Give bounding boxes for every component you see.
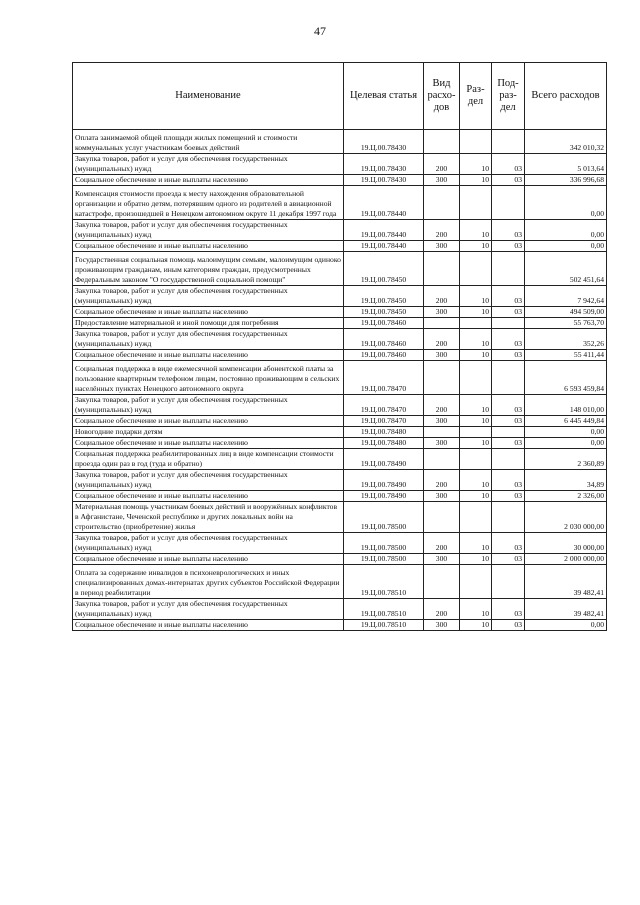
row-section-cell: 10 [460,307,492,318]
row-expense-type-cell [424,502,460,533]
row-total-cell: 0,00 [525,241,607,252]
row-subsection-cell: 03 [492,554,525,565]
row-name-cell: Социальное обеспечение и иные выплаты населению [73,491,344,502]
row-expense-type-cell: 200 [424,533,460,554]
row-expense-type-cell [424,427,460,438]
row-subsection-cell [492,427,525,438]
table-row [73,449,607,470]
row-target-cell: 19.Ц.00.78470 [344,395,424,416]
row-subsection-cell: 03 [492,175,525,186]
header-name: Наименование [73,63,344,130]
row-expense-type-cell: 300 [424,620,460,631]
row-subsection-cell [492,565,525,599]
row-total-cell: 342 010,32 [525,130,607,154]
row-name-cell: Закупка товаров, работ и услуг для обеспечения государственных (муниципальных) нужд [73,154,344,175]
table-row [73,502,607,533]
row-total-cell: 0,00 [525,220,607,241]
row-target-cell: 19.Ц.00.78500 [344,533,424,554]
table-row [73,130,607,154]
row-name-cell: Закупка товаров, работ и услуг для обеспечения государственных (муниципальных) нужд [73,599,344,620]
row-name-cell: Закупка товаров, работ и услуг для обеспечения государственных (муниципальных) нужд [73,470,344,491]
row-name-cell: Предоставление материальной и иной помощи для погребения [73,318,344,329]
row-name-cell: Государственная социальная помощь малоимущим семьям, малоимущим одиноко проживающим гражданам, иным категориям граждан, предусмотренных Федеральным законом "О государственной социальной помощи" [73,252,344,286]
row-total-cell: 2 360,89 [525,449,607,470]
row-total-cell: 494 509,00 [525,307,607,318]
row-total-cell: 0,00 [525,620,607,631]
row-section-cell: 10 [460,329,492,350]
row-expense-type-cell [424,318,460,329]
table-row [73,395,607,416]
row-expense-type-cell [424,130,460,154]
row-subsection-cell [492,318,525,329]
row-target-cell: 19.Ц.00.78480 [344,427,424,438]
row-section-cell: 10 [460,491,492,502]
row-total-cell: 2 326,00 [525,491,607,502]
row-subsection-cell: 03 [492,438,525,449]
row-target-cell: 19.Ц.00.78500 [344,502,424,533]
row-target-cell: 19.Ц.00.78460 [344,318,424,329]
header-row [73,63,607,130]
row-subsection-cell: 03 [492,491,525,502]
row-total-cell: 6 593 459,84 [525,361,607,395]
row-total-cell: 55 763,70 [525,318,607,329]
header-expense-type: Вид расхо-дов [424,63,460,130]
table-row [73,252,607,286]
row-target-cell: 19.Ц.00.78460 [344,329,424,350]
row-total-cell: 6 445 449,84 [525,416,607,427]
header-total: Всего расходов [525,63,607,130]
row-section-cell: 10 [460,554,492,565]
row-subsection-cell: 03 [492,599,525,620]
row-name-cell: Оплата за содержание инвалидов в психоневрологических и иных специализированных домах-интернатах других субъектов Российской Федерации в период реабилитации [73,565,344,599]
row-total-cell: 148 010,00 [525,395,607,416]
header-section: Раз-дел [460,63,492,130]
row-section-cell: 10 [460,533,492,554]
row-subsection-cell: 03 [492,350,525,361]
row-target-cell: 19.Ц.00.78440 [344,241,424,252]
row-section-cell: 10 [460,438,492,449]
row-section-cell [460,318,492,329]
row-target-cell: 19.Ц.00.78480 [344,438,424,449]
row-subsection-cell: 03 [492,416,525,427]
row-name-cell: Закупка товаров, работ и услуг для обеспечения государственных (муниципальных) нужд [73,533,344,554]
row-total-cell: 0,00 [525,438,607,449]
row-name-cell: Закупка товаров, работ и услуг для обеспечения государственных (муниципальных) нужд [73,286,344,307]
row-section-cell [460,252,492,286]
row-target-cell: 19.Ц.00.78450 [344,307,424,318]
table-row [73,307,607,318]
row-section-cell: 10 [460,175,492,186]
row-target-cell: 19.Ц.00.78470 [344,416,424,427]
row-section-cell: 10 [460,154,492,175]
row-section-cell: 10 [460,286,492,307]
row-subsection-cell: 03 [492,620,525,631]
table-row [73,599,607,620]
header-target-article: Целевая статья [344,63,424,130]
row-subsection-cell: 03 [492,286,525,307]
table-row [73,175,607,186]
row-target-cell: 19.Ц.00.78490 [344,491,424,502]
row-section-cell: 10 [460,416,492,427]
row-subsection-cell [492,252,525,286]
row-section-cell [460,449,492,470]
row-subsection-cell: 03 [492,241,525,252]
row-target-cell: 19.Ц.00.78500 [344,554,424,565]
row-section-cell [460,565,492,599]
row-expense-type-cell: 200 [424,154,460,175]
table-row [73,329,607,350]
row-total-cell: 336 996,68 [525,175,607,186]
row-expense-type-cell: 300 [424,350,460,361]
table-row [73,154,607,175]
row-expense-type-cell [424,565,460,599]
row-target-cell: 19.Ц.00.78450 [344,252,424,286]
row-section-cell: 10 [460,395,492,416]
row-total-cell: 5 013,64 [525,154,607,175]
row-subsection-cell: 03 [492,395,525,416]
row-total-cell: 55 411,44 [525,350,607,361]
row-name-cell: Компенсация стоимости проезда к месту нахождения образовательной организации и обратно детям, потерявшим одного из родителей в авиационной катастрофе, произошедшей в Ненецком автономном округе 11 декабря 1997 года [73,186,344,220]
row-section-cell [460,427,492,438]
row-section-cell [460,502,492,533]
row-name-cell: Закупка товаров, работ и услуг для обеспечения государственных (муниципальных) нужд [73,329,344,350]
row-section-cell: 10 [460,350,492,361]
row-subsection-cell: 03 [492,470,525,491]
row-expense-type-cell: 200 [424,470,460,491]
row-name-cell: Социальное обеспечение и иные выплаты населению [73,241,344,252]
row-name-cell: Социальное обеспечение и иные выплаты населению [73,438,344,449]
row-target-cell: 19.Ц.00.78440 [344,186,424,220]
row-section-cell: 10 [460,220,492,241]
row-expense-type-cell [424,252,460,286]
row-expense-type-cell: 200 [424,286,460,307]
row-target-cell: 19.Ц.00.78490 [344,470,424,491]
row-target-cell: 19.Ц.00.78430 [344,175,424,186]
table-row [73,186,607,220]
row-expense-type-cell: 300 [424,307,460,318]
row-name-cell: Закупка товаров, работ и услуг для обеспечения государственных (муниципальных) нужд [73,220,344,241]
row-subsection-cell: 03 [492,329,525,350]
row-total-cell: 352,26 [525,329,607,350]
row-target-cell: 19.Ц.00.78510 [344,620,424,631]
page-number: 47 [314,24,326,38]
table-row [73,438,607,449]
row-target-cell: 19.Ц.00.78510 [344,599,424,620]
row-section-cell: 10 [460,470,492,491]
row-name-cell: Социальное обеспечение и иные выплаты населению [73,416,344,427]
row-total-cell: 502 451,64 [525,252,607,286]
row-name-cell: Социальное обеспечение и иные выплаты населению [73,620,344,631]
row-section-cell: 10 [460,241,492,252]
row-name-cell: Новогодние подарки детям [73,427,344,438]
row-name-cell: Социальное обеспечение и иные выплаты населению [73,554,344,565]
table-row [73,361,607,395]
row-total-cell: 39 482,41 [525,565,607,599]
table-row [73,565,607,599]
row-expense-type-cell [424,449,460,470]
budget-table [72,62,607,631]
row-expense-type-cell: 300 [424,491,460,502]
table-row [73,350,607,361]
row-name-cell: Социальная поддержка в виде ежемесячной компенсации абонентской платы за пользование квартирным телефоном лицам, постоянно проживающим в сельских населённых пунктах Ненецкого автономного округа [73,361,344,395]
row-name-cell: Социальная поддержка реабилитированных лиц в виде компенсации стоимости проезда один раз в год (туда и обратно) [73,449,344,470]
row-total-cell: 34,89 [525,470,607,491]
row-expense-type-cell: 300 [424,175,460,186]
row-total-cell: 39 482,41 [525,599,607,620]
row-total-cell: 30 000,00 [525,533,607,554]
row-subsection-cell: 03 [492,307,525,318]
row-subsection-cell [492,502,525,533]
row-total-cell: 2 000 000,00 [525,554,607,565]
row-section-cell [460,130,492,154]
row-target-cell: 19.Ц.00.78460 [344,350,424,361]
row-total-cell: 0,00 [525,427,607,438]
row-expense-type-cell: 300 [424,241,460,252]
row-target-cell: 19.Ц.00.78430 [344,130,424,154]
row-name-cell: Социальное обеспечение и иные выплаты населению [73,350,344,361]
row-subsection-cell: 03 [492,220,525,241]
table-row [73,427,607,438]
row-subsection-cell [492,186,525,220]
row-expense-type-cell: 200 [424,599,460,620]
row-section-cell: 10 [460,620,492,631]
table-row [73,533,607,554]
row-subsection-cell [492,361,525,395]
row-total-cell: 0,00 [525,186,607,220]
row-total-cell: 2 030 000,00 [525,502,607,533]
row-section-cell [460,361,492,395]
table-row [73,620,607,631]
row-subsection-cell [492,130,525,154]
row-target-cell: 19.Ц.00.78450 [344,286,424,307]
row-name-cell: Материальная помощь участникам боевых действий и вооружённых конфликтов в Афганистане, Чеченской республике и других локальных войн на строительство (приобретение) жилья [73,502,344,533]
row-expense-type-cell: 300 [424,438,460,449]
table-row [73,318,607,329]
row-name-cell: Социальное обеспечение и иные выплаты населению [73,175,344,186]
row-subsection-cell: 03 [492,533,525,554]
table-row [73,241,607,252]
row-expense-type-cell: 300 [424,554,460,565]
row-expense-type-cell [424,361,460,395]
table-row [73,491,607,502]
row-target-cell: 19.Ц.00.78430 [344,154,424,175]
table-row [73,470,607,491]
row-total-cell: 7 942,64 [525,286,607,307]
row-section-cell [460,186,492,220]
row-expense-type-cell: 200 [424,395,460,416]
row-expense-type-cell: 300 [424,416,460,427]
row-target-cell: 19.Ц.00.78470 [344,361,424,395]
row-section-cell: 10 [460,599,492,620]
table-row [73,220,607,241]
row-expense-type-cell [424,186,460,220]
table-row [73,554,607,565]
row-subsection-cell: 03 [492,154,525,175]
row-subsection-cell [492,449,525,470]
row-target-cell: 19.Ц.00.78510 [344,565,424,599]
row-name-cell: Закупка товаров, работ и услуг для обеспечения государственных (муниципальных) нужд [73,395,344,416]
row-target-cell: 19.Ц.00.78490 [344,449,424,470]
table-row [73,416,607,427]
row-expense-type-cell: 200 [424,329,460,350]
header-subsection: Под-раз-дел [492,63,525,130]
row-name-cell: Социальное обеспечение и иные выплаты населению [73,307,344,318]
table-row [73,286,607,307]
row-target-cell: 19.Ц.00.78440 [344,220,424,241]
row-expense-type-cell: 200 [424,220,460,241]
row-name-cell: Оплата занимаемой общей площади жилых помещений и стоимости коммунальных услуг участникам боевых действий [73,130,344,154]
